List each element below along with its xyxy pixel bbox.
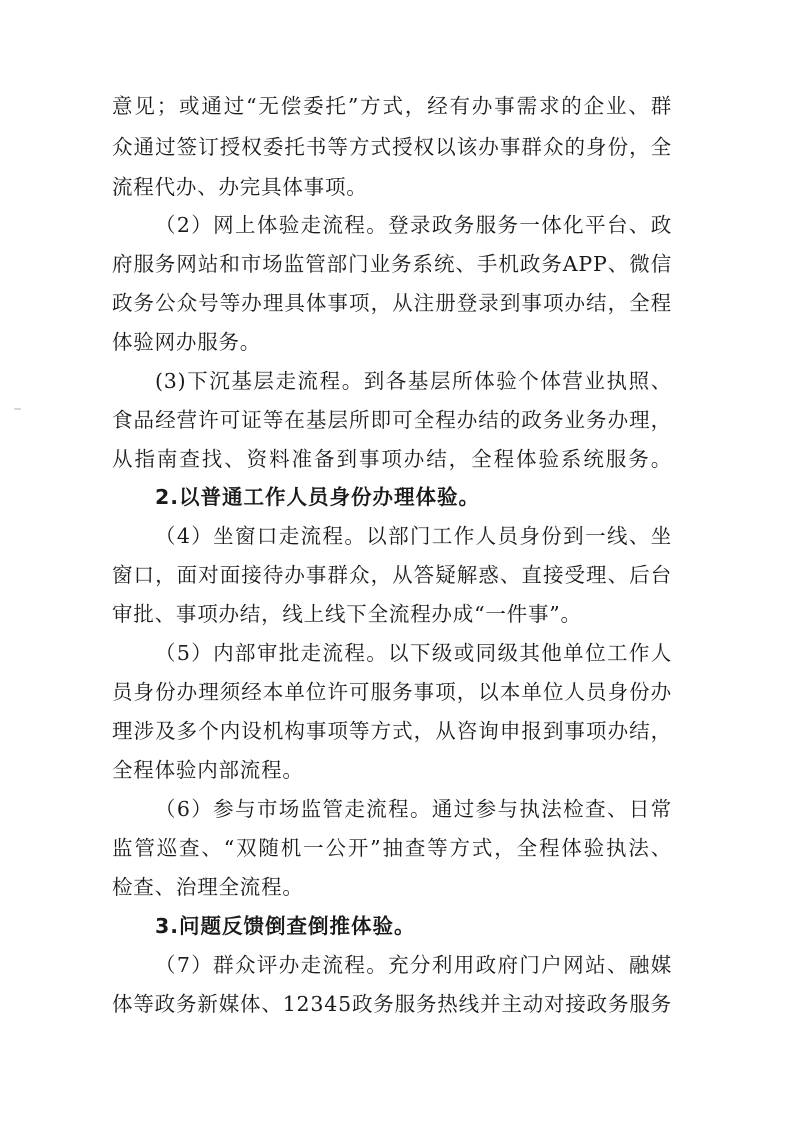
body-line: 体验网办服务。	[112, 330, 262, 354]
body-line: 理涉及多个内设机构事项等方式，从咨询申报到事项办结，	[112, 719, 672, 743]
body-line: 流程代办、办完具体事项。	[112, 175, 368, 199]
body-line: 检查、治理全流程。	[112, 875, 304, 899]
section-heading: 2.以普通工作人员身份办理体验。	[155, 485, 481, 509]
body-line: （5）内部审批走流程。以下级或同级其他单位工作人	[155, 641, 672, 665]
body-line: 员身份办理须经本单位许可服务事项，以本单位人员身份办	[112, 680, 672, 704]
body-line: 从指南查找、资料准备到事项办结，全程体验系统服务。	[112, 447, 672, 471]
body-line: 审批、事项办结，线上线下全流程办成“一件事”。	[112, 602, 582, 626]
body-line: （6）参与市场监管走流程。通过参与执法检查、日常	[155, 797, 672, 821]
body-line: （2）网上体验走流程。登录政务服务一体化平台、政	[155, 213, 672, 237]
body-line: 众通过签订授权委托书等方式授权以该办事群众的身份，全	[112, 135, 672, 159]
body-line: 政务公众号等办理具体事项，从注册登录到事项办结，全程	[112, 291, 672, 315]
body-line: 监管巡查、“双随机一公开”抽查等方式，全程体验执法、	[112, 836, 672, 860]
body-line: 全程体验内部流程。	[112, 758, 304, 782]
body-line: 窗口，面对面接待办事群众，从答疑解惑、直接受理、后台	[112, 563, 672, 587]
body-line: 意见；或通过“无偿委托”方式，经有办事需求的企业、群	[112, 94, 672, 118]
body-line: 府服务网站和市场监管部门业务系统、手机政务APP、微信	[112, 252, 672, 276]
body-line: （4）坐窗口走流程。以部门工作人员身份到一线、坐	[155, 524, 672, 548]
body-line: (3)下沉基层走流程。到各基层所体验个体营业执照、	[155, 369, 672, 393]
scan-speck	[14, 408, 21, 410]
body-line: 食品经营许可证等在基层所即可全程办结的政务业务办理，	[112, 408, 672, 432]
section-heading: 3.问题反馈倒查倒推体验。	[155, 914, 416, 938]
body-line: （7）群众评办走流程。充分利用政府门户网站、融媒	[155, 953, 672, 977]
body-line: 体等政务新媒体、12345政务服务热线并主动对接政务服务	[112, 992, 672, 1016]
